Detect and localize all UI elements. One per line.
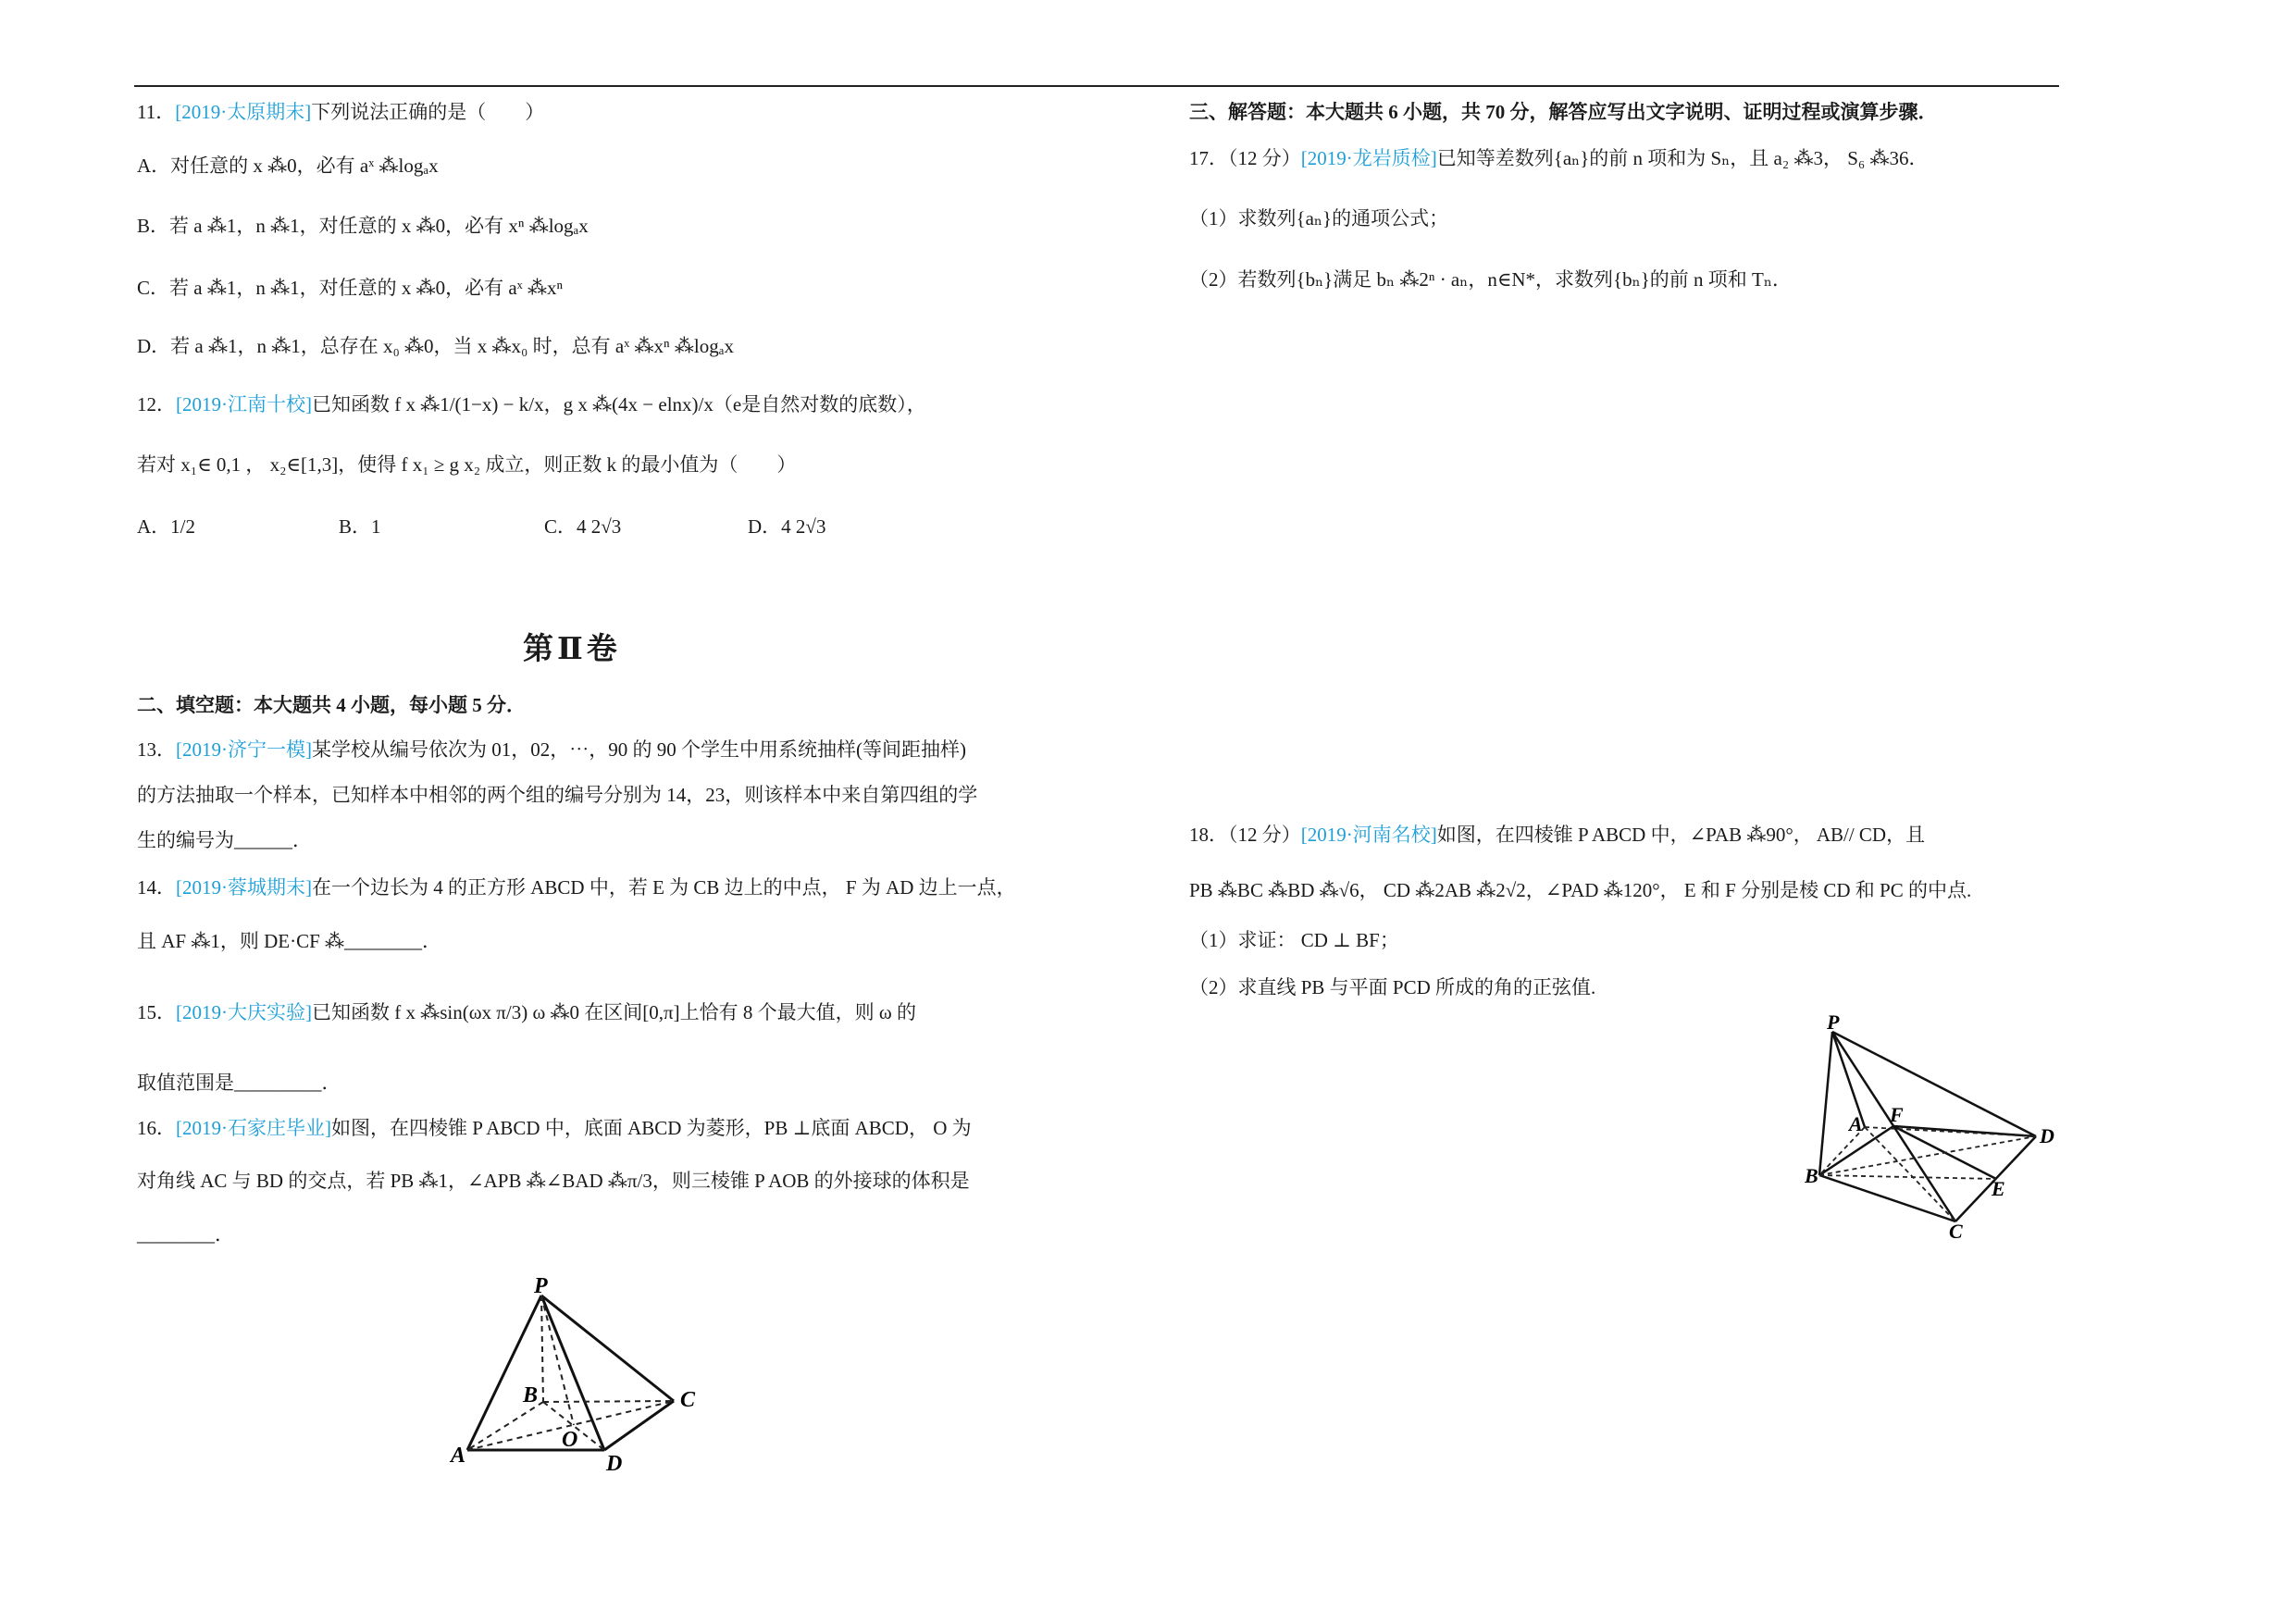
q17-part-2: （2）若数列{bₙ}满足 bₙ ⁂2ⁿ · aₙ，n∈N*，求数列{bₙ}的前 n 项和 Tₙ． (1189, 268, 1792, 291)
q14-line-1: 14．[2019·蓉城期末]在一个边长为 4 的正方形 ABCD 中，若 E 为 CB 边上的中点， F 为 AD 边上一点， (137, 876, 1016, 899)
q17-source-tag[interactable]: [2019·龙岩质检] (1300, 147, 1437, 169)
label-c: C (1949, 1220, 1963, 1240)
q12-source-tag[interactable]: [2019·江南十校] (176, 393, 312, 415)
q12-option-c: C．4 2√3 (544, 515, 622, 538)
q18-condition: PB ⁂BC ⁂BD ⁂√6， CD ⁂2AB ⁂2√2，∠PAD ⁂120°， E 和 F 分别是棱 CD 和 PC 的中点. (1189, 879, 1972, 901)
q13-line-1: 13．[2019·济宁一模]某学校从编号依次为 01，02，⋯，90 的 90 个学生中用系统抽样(等间距抽样) (137, 738, 966, 761)
edge-ad-hidden (1865, 1127, 2036, 1136)
label-a: A (451, 1444, 466, 1468)
edge-bc-hidden (543, 1401, 674, 1402)
q16-pyramid-figure (449, 1272, 717, 1485)
q18-source-tag[interactable]: [2019·河南名校] (1300, 824, 1437, 846)
q14-source-tag[interactable]: [2019·蓉城期末] (176, 876, 312, 899)
q15-source-tag[interactable]: [2019·大庆实验] (176, 1001, 312, 1023)
label-p: P (1827, 1010, 1840, 1034)
q17-stem: 17．（12 分）[2019·龙岩质检]已知等差数列{aₙ}的前 n 项和为 Sₙ，且 a₂ ⁂3， S₆ ⁂36． (1189, 147, 1929, 169)
q17-part-1: （1）求数列{aₙ}的通项公式； (1189, 207, 1449, 229)
label-o: O (562, 1428, 578, 1452)
q11-option-b: B．若 a ⁂1，n ⁂1，对任意的 x ⁂0，必有 xⁿ ⁂logₐx (137, 215, 589, 237)
diag-ac-hidden (1865, 1127, 1955, 1221)
q13-line-2: 的方法抽取一个样本，已知样本中相邻的两个组的编号分别为 14，23，则该样本中来自第四组的学 (137, 784, 978, 806)
label-f: F (1890, 1103, 1904, 1126)
section-3-heading: 三、解答题：本大题共 6 小题，共 70 分，解答应写出文字说明、证明过程或演算步骤． (1189, 101, 1938, 123)
q16-line-2: 对角线 AC 与 BD 的交点，若 PB ⁂1，∠APB ⁂∠BAD ⁂π/3，则三棱锥 P AOB 的外接球的体积是 (137, 1170, 970, 1192)
label-c: C (680, 1388, 696, 1412)
q13-line-3: 生的编号为______． (137, 829, 312, 851)
line-be-hidden (1819, 1175, 1996, 1179)
header-rule (134, 85, 2059, 87)
edge-bc (1819, 1175, 1955, 1221)
edge-pb-hidden (541, 1295, 543, 1402)
q16-source-tag[interactable]: [2019·石家庄毕业] (176, 1117, 331, 1139)
label-d: D (606, 1452, 623, 1476)
q15-line-1: 15．[2019·大庆实验]已知函数 f x ⁂sin(ωx π/3) ω ⁂0 在区间[0,π]上恰有 8 个最大值，则 ω 的 (137, 1001, 916, 1023)
label-b: B (1805, 1164, 1818, 1187)
label-e: E (1992, 1177, 2005, 1200)
q14-line-2: 且 AF ⁂1，则 DE·CF ⁂________． (137, 930, 442, 952)
q11-stem: 11．[2019·太原期末]下列说法正确的是（ ） (137, 101, 545, 123)
edge-pd (541, 1295, 604, 1450)
q11-option-d: D．若 a ⁂1，n ⁂1，总存在 x₀ ⁂0，当 x ⁂x₀ 时，总有 aˣ ⁂xⁿ ⁂logₐx (137, 335, 734, 357)
section-2-heading: 二、填空题：本大题共 4 小题，每小题 5 分． (137, 694, 526, 716)
label-b: B (523, 1383, 539, 1407)
q11-source-tag[interactable]: [2019·太原期末] (175, 101, 312, 123)
edge-pb (1819, 1032, 1832, 1175)
q12-condition: 若对 x₁∈ 0,1 ， x₂∈[1,3]，使得 f x₁ ≥ g x₂ 成立，则正数 k 的最小值为（ ） (137, 453, 797, 476)
part-2-title: 第Ⅱ卷 (523, 630, 621, 666)
q11-option-c: C．若 a ⁂1，n ⁂1，对任意的 x ⁂0，必有 aˣ ⁂xⁿ (137, 277, 564, 299)
q12-option-a: A．1/2 (137, 515, 195, 538)
q16-line-3: ________． (137, 1223, 234, 1246)
label-d: D (2040, 1124, 2054, 1147)
q18-stem: 18．（12 分）[2019·河南名校]如图，在四棱锥 P ABCD 中，∠PAB ⁂90°， AB// CD，且 (1189, 824, 1926, 846)
label-a: A (1849, 1112, 1863, 1135)
q12-stem: 12．[2019·江南十校]已知函数 f x ⁂1/(1−x) − k/x，g x ⁂(4x − elnx)/x（e是自然对数的底数）， (137, 393, 926, 415)
edge-pc (541, 1295, 674, 1401)
q13-source-tag[interactable]: [2019·济宁一模] (176, 738, 312, 761)
label-p: P (534, 1274, 548, 1298)
q12-option-b: B．1 (339, 515, 381, 538)
q11-option-a: A．对任意的 x ⁂0，必有 aˣ ⁂logₐx (137, 155, 439, 177)
q18-part-2: （2）求直线 PB 与平面 PCD 所成的角的正弦值. (1189, 976, 1596, 998)
q18-part-1: （1）求证： CD ⊥ BF； (1189, 929, 1399, 951)
q18-pyramid-figure (1805, 1009, 2073, 1240)
q12-option-d: D．4 2√3 (748, 515, 826, 538)
q16-line-1: 16．[2019·石家庄毕业]如图，在四棱锥 P ABCD 中，底面 ABCD 为菱形，PB ⊥底面 ABCD， O 为 (137, 1117, 972, 1139)
q15-line-2: 取值范围是_________． (137, 1072, 341, 1094)
